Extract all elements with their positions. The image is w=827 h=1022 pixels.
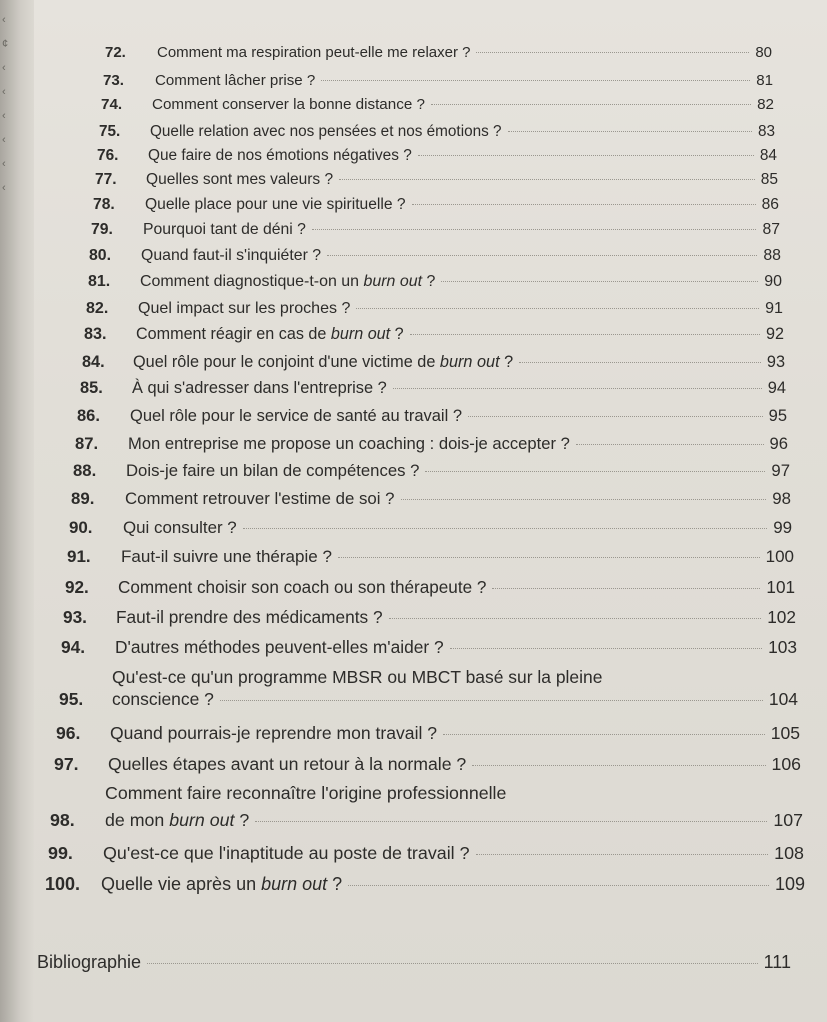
leader-dots: [431, 104, 751, 105]
leader-dots: [476, 52, 749, 53]
entry-number: 72.: [105, 44, 126, 61]
entry-page-number: 97: [771, 461, 790, 481]
toc-entry[interactable]: [115, 637, 797, 657]
entry-number: 92.: [65, 576, 89, 597]
entry-page-number: 105: [770, 723, 800, 744]
toc-entry[interactable]: [155, 71, 773, 91]
leader-dots: [389, 618, 762, 619]
entry-number: 83.: [84, 324, 107, 343]
leader-dots: [338, 557, 760, 558]
entry-number: 98.: [50, 810, 75, 831]
entry-title: de mon burn out ?: [105, 810, 250, 831]
entry-page-number: 80: [755, 44, 772, 61]
entry-title: Comment lâcher prise ?: [155, 71, 316, 89]
entry-title-line1: Qu'est-ce qu'un programme MBSR ou MBCT basé sur la pleine: [112, 666, 603, 687]
entry-title: D'autres méthodes peuvent-elles m'aider ?: [115, 636, 444, 657]
entry-number: 88.: [73, 461, 97, 481]
leader-dots: [418, 155, 754, 156]
leader-dots: [393, 388, 762, 389]
entry-page-number: 93: [766, 352, 785, 371]
entry-title: Comment diagnostique-t-on un burn out ?: [140, 273, 436, 291]
leader-dots: [339, 179, 755, 180]
toc-entry[interactable]: [105, 810, 803, 830]
emphasis: burn out: [363, 273, 423, 291]
toc-entry[interactable]: [146, 170, 778, 190]
entry-number: 84.: [82, 352, 105, 371]
toc-entry[interactable]: [101, 874, 805, 894]
entry-title: Comment réagir en cas de burn out ?: [136, 324, 404, 343]
entry-page-number: 107: [773, 810, 803, 831]
entry-page-number: 81: [756, 71, 773, 89]
toc-entry[interactable]: [136, 324, 784, 344]
toc-entry[interactable]: [130, 406, 787, 426]
entry-number: 77.: [95, 171, 117, 189]
entry-number: 96.: [56, 723, 81, 744]
toc-entry[interactable]: [123, 518, 792, 538]
toc-entry[interactable]: [108, 754, 801, 774]
entry-number: 74.: [101, 95, 123, 113]
entry-page-number: 87: [762, 221, 780, 239]
entry-page-number: 109: [774, 874, 805, 894]
toc-entry[interactable]: [152, 95, 774, 115]
leader-dots: [492, 588, 760, 589]
leader-dots: [321, 80, 750, 81]
leader-dots: [425, 471, 765, 472]
toc-entry[interactable]: [148, 146, 777, 166]
leader-dots: [327, 255, 757, 256]
leader-dots: [147, 963, 758, 964]
entry-title: Comment retrouver l'estime de soi ?: [125, 489, 395, 509]
emphasis: burn out: [439, 352, 500, 371]
bibliography-title: Bibliographie: [37, 952, 142, 972]
entry-number: 78.: [93, 196, 115, 214]
entry-number: 93.: [63, 606, 87, 627]
leader-dots: [443, 734, 765, 735]
entry-page-number: 108: [774, 843, 804, 864]
toc-entry[interactable]: [118, 577, 795, 597]
entry-number: 75.: [99, 122, 121, 140]
binding-marks: ‹ ¢ ‹ ‹ ‹ ‹ ‹ ‹: [2, 14, 9, 194]
toc-entry[interactable]: [141, 246, 781, 266]
leader-dots: [476, 854, 769, 855]
leader-dots: [243, 528, 767, 529]
leader-dots: [255, 821, 767, 822]
emphasis: burn out: [169, 810, 235, 831]
entry-number: 73.: [103, 71, 124, 89]
entry-number: 82.: [86, 298, 109, 317]
leader-dots: [348, 885, 769, 886]
entry-page-number: 88: [763, 247, 781, 265]
entry-number: 87.: [75, 434, 99, 454]
leader-dots: [468, 416, 763, 417]
entry-page-number: 96: [769, 434, 788, 454]
leader-dots: [441, 281, 758, 282]
toc-entry[interactable]: [103, 843, 804, 863]
entry-title: conscience ?: [112, 688, 214, 709]
entry-title: Quand pourrais-je reprendre mon travail ?: [110, 723, 438, 744]
entry-page-number: 83: [757, 122, 775, 140]
toc-entry[interactable]: [116, 607, 796, 627]
entry-title: Quelles sont mes valeurs ?: [146, 171, 334, 189]
entry-number: 80.: [89, 247, 112, 265]
entry-page-number: 90: [764, 273, 782, 291]
toc-entry[interactable]: [132, 378, 786, 398]
entry-number: 76.: [97, 146, 119, 164]
entry-title: Qu'est-ce que l'inaptitude au poste de travail ?: [103, 843, 470, 864]
entry-page-number: 82: [757, 95, 774, 113]
entry-number: 85.: [80, 378, 103, 397]
entry-page-number: 101: [766, 576, 795, 597]
entry-page-number: 100: [765, 546, 794, 566]
entry-page-number: 94: [767, 378, 786, 397]
entry-title: Comment conserver la bonne distance ?: [152, 95, 425, 113]
toc-entry[interactable]: [157, 43, 772, 63]
entry-title: Quel rôle pour le conjoint d'une victime de burn out ?: [133, 352, 514, 371]
entry-page-number: 106: [771, 754, 801, 775]
entry-page-number: 99: [773, 518, 792, 538]
entry-title: Faut-il suivre une thérapie ?: [121, 546, 332, 566]
entry-number: 81.: [88, 273, 111, 291]
entry-title: Dois-je faire un bilan de compétences ?: [126, 461, 420, 481]
leader-dots: [472, 765, 765, 766]
toc-entry[interactable]: [125, 489, 791, 509]
leader-dots: [220, 700, 763, 701]
emphasis: burn out: [261, 874, 328, 894]
toc-entry[interactable]: [128, 434, 788, 454]
entry-title: Quel rôle pour le service de santé au travail ?: [130, 406, 463, 425]
leader-dots: [410, 334, 760, 335]
entry-title: Quelle relation avec nos pensées et nos émotions ?: [150, 122, 502, 140]
toc-entry[interactable]: [110, 723, 800, 743]
entry-number: 86.: [77, 406, 100, 425]
entry-page-number: 91: [765, 298, 783, 317]
entry-page-number: 86: [761, 196, 779, 214]
leader-dots: [412, 204, 756, 205]
entry-number: 94.: [61, 636, 86, 657]
entry-title: Faut-il prendre des médicaments ?: [116, 606, 383, 627]
toc-entry[interactable]: [112, 689, 798, 709]
entry-number: 97.: [54, 754, 79, 775]
entry-title: Quelles étapes avant un retour à la normale ?: [108, 754, 467, 775]
toc-entry[interactable]: [133, 352, 785, 372]
leader-dots: [401, 499, 767, 500]
emphasis: burn out: [330, 324, 391, 343]
toc-entry[interactable]: [143, 220, 780, 240]
entry-number: 91.: [67, 546, 91, 566]
entry-title: Quand faut-il s'inquiéter ?: [141, 247, 322, 265]
entry-title: Pourquoi tant de déni ?: [143, 221, 306, 239]
toc-entry[interactable]: [145, 195, 779, 215]
entry-page-number: 95: [768, 406, 787, 425]
toc-entry[interactable]: [150, 122, 775, 142]
entry-title: À qui s'adresser dans l'entreprise ?: [132, 378, 387, 397]
leader-dots: [519, 362, 761, 363]
entry-title: Quel impact sur les proches ?: [138, 298, 351, 317]
leader-dots: [508, 131, 752, 132]
entry-page-number: 84: [759, 146, 777, 164]
entry-title: Qui consulter ?: [123, 518, 237, 538]
leader-dots: [356, 308, 759, 309]
leader-dots: [312, 229, 757, 230]
leader-dots: [450, 648, 762, 649]
entry-title: Comment choisir son coach ou son thérapeute ?: [118, 576, 487, 597]
entry-title: Quelle vie après un burn out ?: [101, 874, 343, 894]
entry-number: 90.: [69, 518, 93, 538]
entry-page-number: 103: [768, 636, 797, 657]
entry-number: 79.: [91, 221, 113, 239]
entry-page-number: 85: [760, 171, 778, 189]
entry-title: Que faire de nos émotions négatives ?: [148, 146, 412, 164]
toc-entry[interactable]: [138, 298, 783, 318]
entry-page-number: 92: [766, 324, 784, 343]
toc-entry[interactable]: [140, 272, 782, 292]
entry-number: 99.: [48, 843, 73, 864]
entry-page-number: 104: [768, 688, 798, 709]
bibliography-page-number: 111: [763, 952, 791, 972]
bibliography-entry[interactable]: [37, 952, 791, 972]
leader-dots: [576, 444, 764, 445]
entry-number: 89.: [71, 489, 95, 509]
entry-title: Comment ma respiration peut-elle me relaxer ?: [157, 44, 471, 61]
entry-title: Mon entreprise me propose un coaching : dois-je accepter ?: [128, 434, 570, 454]
entry-title: Quelle place pour une vie spirituelle ?: [145, 196, 406, 214]
entry-page-number: 102: [767, 606, 796, 627]
entry-number: 100.: [45, 874, 81, 894]
toc-entry[interactable]: [121, 547, 794, 567]
toc-entry[interactable]: [126, 461, 790, 481]
entry-number: 95.: [59, 688, 84, 709]
entry-page-number: 98: [772, 489, 791, 509]
entry-title-line1: Comment faire reconnaître l'origine professionnelle: [105, 783, 507, 804]
